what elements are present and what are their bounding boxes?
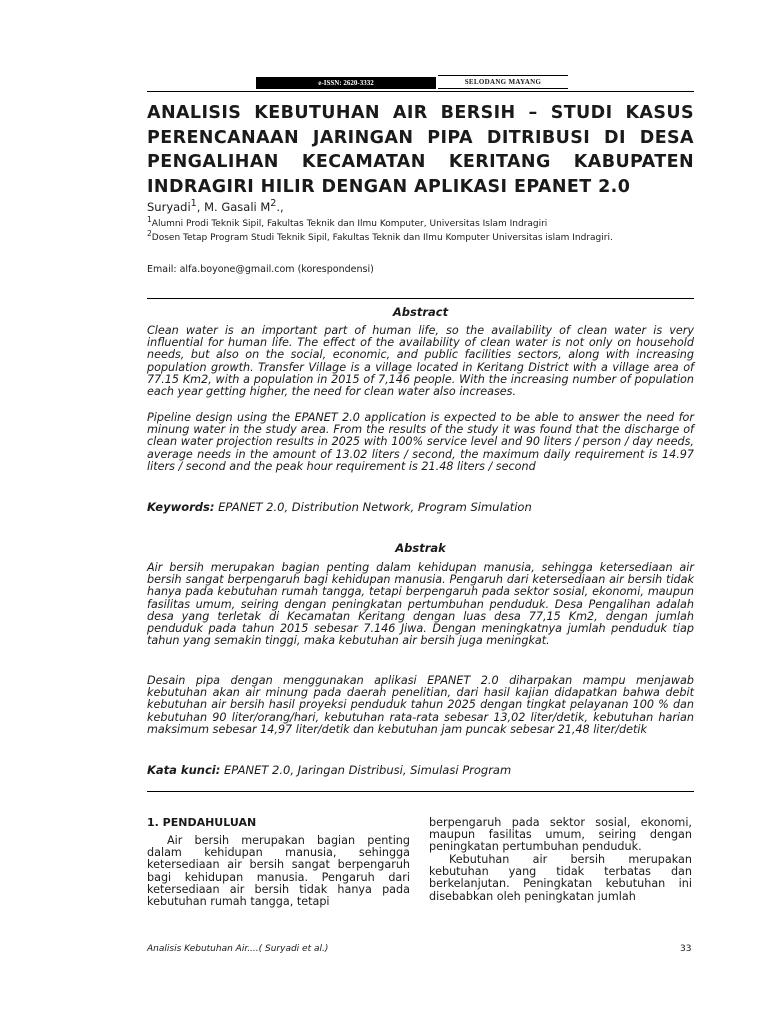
author-line bbox=[147, 198, 284, 214]
kata-kunci-label: Kata kunci bbox=[147, 763, 216, 777]
affiliation-superscript: 2 bbox=[147, 229, 152, 238]
journal-name: SELODANG MAYANG bbox=[438, 75, 568, 89]
author-name: Suryadi bbox=[147, 199, 191, 214]
affiliation-text: Dosen Tetap Program Studi Teknik Sipil, Fakultas Teknik dan Ilmu Komputer Universitas islam Indragiri. bbox=[151, 233, 613, 243]
keywords-text: EPANET 2.0, Distribution Network, Program Simulation bbox=[218, 500, 532, 514]
abstract-heading: Abstract bbox=[392, 305, 449, 319]
header-rule bbox=[147, 91, 694, 92]
paper-title: ANALISIS KEBUTUHAN AIR BERSIH – STUDI KASUS PERENCANAAN JARINGAN PIPA DITRIBUSI DI DESA PENGALIHAN KECAMATAN KERITANG KABUPATEN INDRAGIRI HILIR DENGAN APLIKASI EPANET 2.0 bbox=[147, 103, 694, 197]
affiliation-2 bbox=[147, 228, 694, 244]
author-superscript: 2 bbox=[270, 198, 277, 209]
abstrak-bottom-rule bbox=[147, 791, 694, 792]
abstract-paragraph-2: Pipeline design using the EPANET 2.0 application is expected to be able to answer the need for minung water in the study area. From the results of the study it was found that the discharge of clean water projection results in 2025 with 100% service level and 90 liters / person / day needs, average needs in the amount of 13.02 liters / second, the maximum daily requirement is 14.97 liters / second and the peak hour requirement is 21.48 liters / second bbox=[147, 411, 694, 473]
body-right-paragraph-2: Kebutuhan air bersih merupakan kebutuhan yang tidak terbatas dan berkelanjutan. Peningkatan kebutuhan ini disebabkan oleh peningkatan jumlah bbox=[429, 853, 692, 903]
correspondence-email: Email: alfa.boyone@gmail.com (korespondensi) bbox=[147, 264, 374, 275]
abstract-paragraph-1: Clean water is an important part of human life, so the availability of clean water is very influential for human life. The effect of the availability of clean water is not only on household needs, but also on the social, economic, and public facilities sectors, along with increasing population growth. Transfer Village is a village located in Keritang District with a village area of 77.15 Km2, with a population in 2015 of 7,146 people. With the increasing number of population each year getting higher, the need for clean water also increases. bbox=[147, 324, 694, 399]
abstrak-paragraph-1: Air bersih merupakan bagian penting dalam kehidupan manusia, sehingga ketersediaan air bersih sangat berpengaruh bagi kehidupan manusia. Pengaruh dari ketersediaan air bersih tidak hanya pada kebutuhan rumah tangga, tetapi berpengaruh pada sektor sosial, ekonomi, maupun fasilitas umum, seiring dengan peningkatan pertumbuhan penduduk. Desa Pengalihan adalah desa yang terletak di Kecamatan Keritang dengan luas desa 77,15 Km2, dengan jumlah penduduk pada tahun 2015 sebesar 7.146 Jiwa. Dengan meningkatnya jumlah penduduk tiap tahun yang semakin tinggi, maka kebutuhan air bersih juga meningkat. bbox=[147, 561, 694, 648]
affiliation-superscript: 1 bbox=[147, 215, 152, 224]
section-heading: 1. PENDAHULUAN bbox=[147, 816, 257, 829]
author-separator: , bbox=[196, 199, 205, 214]
keywords-label: Keywords bbox=[147, 500, 210, 514]
author-name: M. Gasali M bbox=[204, 199, 271, 214]
page-number: 33 bbox=[680, 944, 692, 954]
abstract-top-rule bbox=[147, 298, 694, 299]
author-tail: ., bbox=[276, 199, 284, 214]
body-right-paragraph-1: berpengaruh pada sektor sosial, ekonomi, maupun fasilitas umum, seiring dengan peningkatan pertumbuhan penduduk. bbox=[429, 816, 692, 854]
kata-kunci-line: Kata kunci: EPANET 2.0, Jaringan Distribusi, Simulasi Program bbox=[147, 763, 512, 777]
body-left-paragraph: Air bersih merupakan bagian penting dalam kehidupan manusia, sehingga ketersediaan air bersih sangat berpengaruh bagi kehidupan manusia. Pengaruh dari ketersediaan air bersih tidak hanya pada kebutuhan rumah tangga, tetapi bbox=[147, 834, 410, 909]
affiliation-text: Alumni Prodi Teknik Sipil, Fakultas Teknik dan Ilmu Komputer, Universitas Islam Indragiri bbox=[151, 219, 548, 229]
abstrak-paragraph-2: Desain pipa dengan menggunakan aplikasi EPANET 2.0 diharpakan mampu menjawab kebutuhan akan air minung pada daerah penelitian, dari hasil kajian didapatkan bahwa debit kebutuhan air bersih hasil proyeksi penduduk tahun 2025 dengan tingkat pelayanan 100 % dan kebutuhan 90 liter/orang/hari, kebutuhan rata-rata sebesar 13,02 liter/detik, kebutuhan harian maksimum sebesar 14,97 liter/detik dan kebutuhan jam puncak sebesar 21,48 liter/detik bbox=[147, 674, 694, 736]
abstrak-heading: Abstrak bbox=[395, 541, 446, 555]
author-superscript: 1 bbox=[190, 198, 197, 209]
keywords-line: Keywords: EPANET 2.0, Distribution Network, Program Simulation bbox=[147, 500, 532, 514]
running-title: Analisis Kebutuhan Air....( Suryadi et al.) bbox=[147, 944, 329, 954]
issn-label: e-ISSN: 2620-3332 bbox=[256, 77, 436, 89]
kata-kunci-text: EPANET 2.0, Jaringan Distribusi, Simulasi Program bbox=[223, 763, 512, 777]
